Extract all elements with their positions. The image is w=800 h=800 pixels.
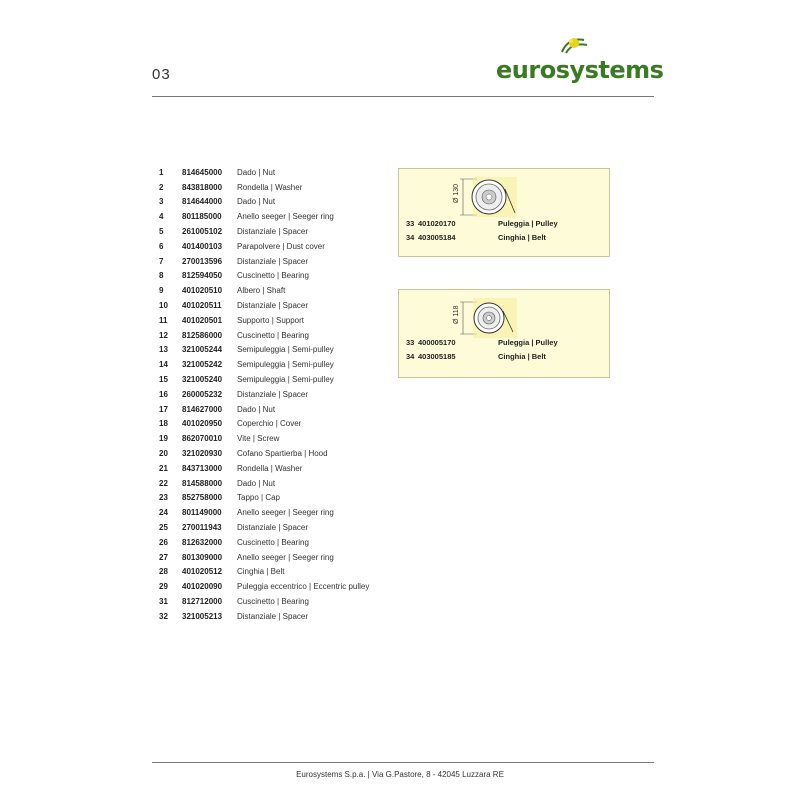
part-description: Anello seeger | Seeger ring	[237, 508, 334, 518]
parts-list-row	[159, 372, 399, 387]
item-number: 3	[159, 197, 164, 207]
parts-list-row	[159, 461, 399, 476]
part-description: Cinghia | Belt	[498, 233, 546, 242]
item-number: 26	[159, 537, 168, 547]
part-code: 321005242	[182, 360, 223, 370]
item-number: 11	[159, 315, 168, 325]
part-code: 801309000	[182, 552, 223, 562]
diameter-label: Ø 118	[453, 305, 460, 324]
part-code: 401020501	[182, 315, 223, 325]
item-number: 4	[159, 212, 164, 222]
part-description: Anello seeger | Seeger ring	[237, 552, 334, 562]
parts-list-row	[159, 239, 399, 254]
part-code: 812632000	[182, 537, 223, 547]
logo-text: eurosystems	[496, 56, 664, 84]
part-code: 401020511	[182, 301, 222, 311]
part-code: 321005240	[182, 375, 223, 385]
part-code: 814644000	[182, 197, 223, 207]
parts-list-row	[159, 550, 399, 565]
item-number: 23	[159, 493, 168, 503]
pulley-option-box-118	[398, 289, 610, 378]
item-number: 21	[159, 463, 168, 473]
part-code: 401020512	[182, 567, 223, 577]
parts-list-row	[159, 565, 399, 580]
footer-divider	[152, 762, 654, 763]
part-code: 321005244	[182, 345, 223, 355]
part-code: 403005184	[418, 233, 456, 242]
item-number: 25	[159, 523, 168, 533]
parts-list-row	[159, 357, 399, 372]
part-description: Cuscinetto | Bearing	[237, 597, 309, 606]
item-number: 27	[159, 552, 168, 562]
parts-list-row	[159, 298, 399, 313]
item-number: 16	[159, 389, 168, 399]
item-number: 33	[406, 219, 415, 228]
parts-list-row	[159, 594, 399, 609]
parts-list-row	[159, 313, 399, 328]
item-number: 22	[159, 478, 168, 488]
part-description: Dado | Nut	[237, 167, 276, 177]
item-number: 24	[159, 508, 168, 518]
parts-list-row	[159, 269, 399, 284]
item-number: 8	[159, 271, 164, 281]
parts-list-row	[159, 224, 399, 239]
parts-list-row	[159, 254, 399, 269]
parts-list-row	[159, 209, 399, 224]
part-code: 801185000	[182, 212, 222, 222]
part-description: Rondella | Washer	[237, 182, 303, 192]
part-code: 403005185	[418, 352, 456, 361]
parts-list-row	[159, 431, 399, 446]
part-code: 812594050	[182, 271, 223, 281]
part-description: Albero | Shaft	[237, 286, 286, 296]
item-number: 14	[159, 360, 168, 370]
part-description: Distanziale | Spacer	[237, 389, 308, 399]
part-code: 260005232	[182, 389, 223, 399]
part-code: 401400103	[182, 241, 223, 251]
item-number: 10	[159, 301, 168, 311]
parts-list-row	[159, 165, 399, 180]
part-code: 814645000	[182, 167, 223, 177]
part-code: 812586000	[182, 330, 223, 340]
part-code: 862070010	[182, 434, 223, 444]
parts-list-row	[159, 387, 399, 402]
parts-list-row	[159, 535, 399, 550]
parts-list-row	[159, 491, 399, 506]
item-number: 2	[159, 182, 164, 192]
box-row	[406, 352, 546, 361]
part-code: 812712000	[182, 597, 223, 606]
parts-list-row	[159, 402, 399, 417]
part-description: Semipuleggia | Semi-pulley	[237, 360, 334, 370]
parts-list-row	[159, 505, 399, 520]
eurosystems-logo	[496, 34, 664, 84]
part-code: 843713000	[182, 463, 223, 473]
part-description: Rondella | Washer	[237, 463, 303, 473]
part-description: Distanziale | Spacer	[237, 611, 308, 621]
item-number: 29	[159, 582, 168, 592]
parts-list-row	[159, 520, 399, 535]
part-description: Cinghia | Belt	[498, 352, 546, 361]
parts-list-row	[159, 283, 399, 298]
part-code: 814627000	[182, 404, 223, 414]
part-description: Vite | Screw	[237, 434, 280, 444]
parts-list-row	[159, 328, 399, 343]
item-number: 31	[159, 597, 168, 606]
header-divider	[152, 96, 654, 97]
parts-list-row	[159, 446, 399, 461]
part-code: 321005213	[182, 611, 223, 621]
item-number: 34	[406, 352, 415, 361]
page-number: 03	[152, 66, 171, 83]
part-description: Cuscinetto | Bearing	[237, 537, 309, 547]
item-number: 34	[406, 233, 415, 242]
parts-list-row	[159, 180, 399, 195]
item-number: 1	[159, 167, 164, 177]
part-description: Cinghia | Belt	[237, 567, 285, 577]
item-number: 7	[159, 256, 164, 266]
item-number: 18	[159, 419, 168, 429]
logo-flower-icon	[554, 34, 594, 56]
part-description: Supporto | Support	[237, 315, 305, 325]
parts-list-row	[159, 579, 399, 594]
item-number: 28	[159, 567, 168, 577]
diameter-label: Ø 130	[453, 183, 460, 203]
item-number: 20	[159, 449, 168, 459]
part-code: 814588000	[182, 478, 223, 488]
part-code: 401020170	[418, 219, 456, 228]
parts-list-row	[159, 609, 399, 624]
part-description: Distanziale | Spacer	[237, 227, 308, 237]
box-row	[406, 338, 558, 347]
item-number: 13	[159, 345, 168, 355]
part-description: Distanziale | Spacer	[237, 523, 308, 533]
part-description: Cuscinetto | Bearing	[237, 271, 309, 281]
parts-list	[159, 165, 399, 624]
item-number: 15	[159, 375, 168, 385]
pulley-option-box-130	[398, 168, 610, 257]
parts-list-row	[159, 417, 399, 432]
part-description: Puleggia | Pulley	[498, 219, 558, 228]
part-description: Semipuleggia | Semi-pulley	[237, 345, 334, 355]
item-number: 19	[159, 434, 168, 444]
parts-list-row	[159, 195, 399, 210]
part-description: Distanziale | Spacer	[237, 256, 308, 266]
part-description: Parapolvere | Dust cover	[237, 241, 325, 251]
part-description: Dado | Nut	[237, 404, 276, 414]
box-row	[406, 219, 558, 228]
part-description: Cuscinetto | Bearing	[237, 330, 309, 340]
part-description: Puleggia eccentrico | Eccentric pulley	[237, 582, 370, 592]
part-description: Cofano Spartierba | Hood	[237, 449, 328, 459]
part-code: 852758000	[182, 493, 223, 503]
item-number: 6	[159, 241, 164, 251]
part-code: 270011943	[182, 523, 222, 533]
item-number: 32	[159, 611, 168, 621]
part-code: 321020930	[182, 449, 223, 459]
item-number: 12	[159, 330, 168, 340]
item-number: 17	[159, 404, 168, 414]
part-description: Distanziale | Spacer	[237, 301, 308, 311]
parts-list-row	[159, 476, 399, 491]
part-code: 801149000	[182, 508, 222, 518]
part-code: 261005102	[182, 227, 223, 237]
part-description: Puleggia | Pulley	[498, 338, 558, 347]
part-code: 401020510	[182, 286, 223, 296]
part-description: Anello seeger | Seeger ring	[237, 212, 334, 222]
part-code: 270013596	[182, 256, 223, 266]
part-description: Semipuleggia | Semi-pulley	[237, 375, 334, 385]
part-description: Dado | Nut	[237, 478, 276, 488]
item-number: 9	[159, 286, 164, 296]
part-code: 843818000	[182, 182, 223, 192]
part-description: Tappo | Cap	[237, 493, 280, 503]
box-row	[406, 233, 546, 242]
part-description: Coperchio | Cover	[237, 419, 302, 429]
part-description: Dado | Nut	[237, 197, 276, 207]
part-code: 400005170	[418, 338, 456, 347]
item-number: 33	[406, 338, 415, 347]
parts-list-row	[159, 343, 399, 358]
footer-address: Eurosystems S.p.a. | Via G.Pastore, 8 - 42045 Luzzara RE	[296, 770, 504, 779]
part-code: 401020950	[182, 419, 223, 429]
item-number: 5	[159, 227, 164, 237]
part-code: 401020090	[182, 582, 223, 592]
